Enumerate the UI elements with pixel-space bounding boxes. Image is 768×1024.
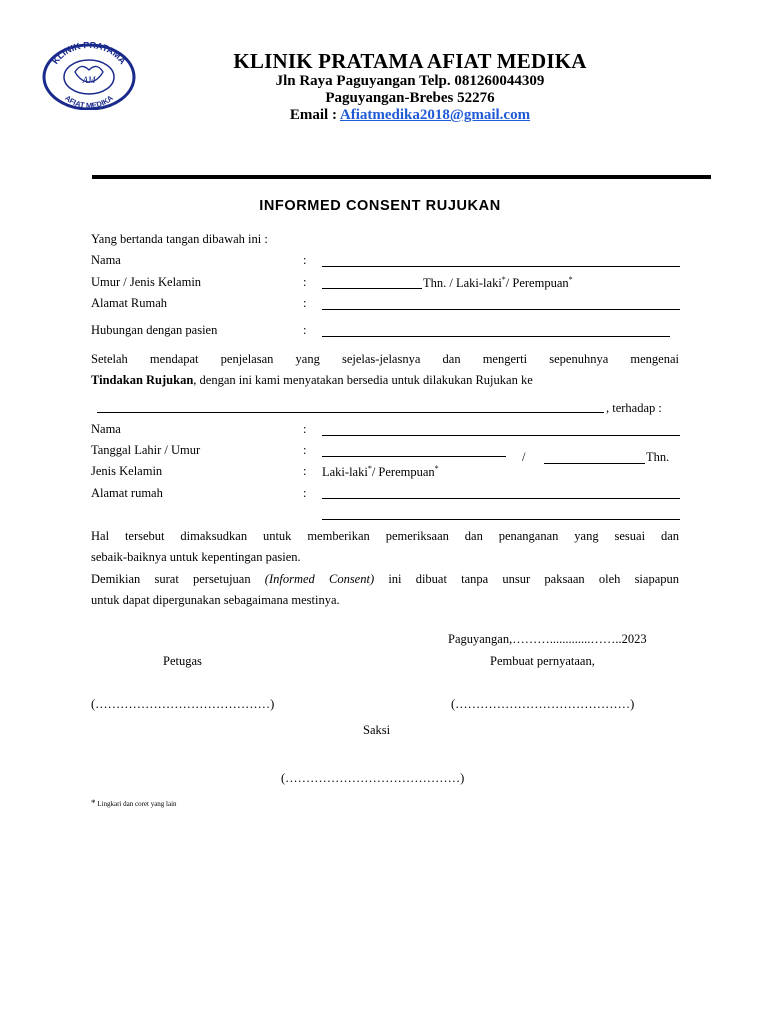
signature-petugas[interactable]: (……………………………………)	[91, 697, 275, 711]
email-link[interactable]: Afiatmedika2018@gmail.com	[339, 107, 531, 123]
closing-para2-line1: Demikian surat persetujuan (Informed Consent) ini dibuat tanpa unsur paksaan oleh siapapun	[91, 572, 679, 586]
statement-line-2: Tindakan Rujukan, dengan ini kami menyatakan bersedia untuk dilakukan Rujukan ke	[91, 373, 533, 387]
colon: :	[303, 486, 307, 500]
signature-pembuat[interactable]: (……………………………………)	[451, 697, 635, 711]
tanggal-lahir-field[interactable]	[322, 456, 506, 457]
signature-saksi[interactable]: (……………………………………)	[281, 771, 465, 785]
footnote	[91, 798, 177, 808]
label-alamat-pasien: Alamat rumah	[91, 486, 163, 500]
intro-text: Yang bertanda tangan dibawah ini :	[91, 232, 268, 246]
colon: :	[303, 253, 307, 267]
slash: /	[522, 450, 526, 464]
age-gender-options[interactable]: Thn. / Laki-laki*/ Perempuan*	[423, 275, 573, 291]
clinic-email-line	[160, 107, 660, 124]
footnote-text: Lingkari dan coret yang lain	[95, 800, 177, 808]
rujukan-destination-field[interactable]	[97, 412, 604, 413]
thn-label: Thn.	[646, 450, 670, 464]
email-label: Email :	[289, 107, 340, 123]
footnote-mark: *	[91, 798, 96, 808]
terhadap-text: , terhadap :	[606, 401, 662, 415]
label-tanggal-lahir: Tanggal Lahir / Umur	[91, 443, 201, 457]
nama-pasien-field[interactable]	[322, 435, 680, 436]
nama-field[interactable]	[322, 266, 680, 267]
logo-monogram: AM	[82, 75, 96, 85]
colon: :	[303, 422, 307, 436]
logo-text-bottom: AFIAT MEDIKA	[63, 93, 115, 110]
colon: :	[303, 323, 307, 337]
label-saksi: Saksi	[363, 723, 391, 737]
closing-para1-line2: sebaik-baiknya untuk kepentingan pasien.	[91, 550, 301, 564]
label-petugas: Petugas	[163, 654, 202, 668]
clinic-address: Jln Raya Paguyangan Telp. 081260044309	[275, 73, 545, 89]
logo-text-top: KLINIK PRATAMA	[50, 42, 128, 67]
clinic-name: KLINIK PRATAMA AFIAT MEDIKA	[233, 49, 587, 73]
label-nama-pasien: Nama	[91, 422, 121, 436]
letterhead-rule	[92, 175, 711, 179]
place-date[interactable]: Paguyangan,……….............……..2023	[448, 632, 647, 646]
gender-options[interactable]: Laki-laki*/ Perempuan*	[322, 464, 439, 480]
closing-para1-line1: Hal tersebut dimaksudkan untuk memberikan pemeriksaan dan penanganan yang sesuai dan	[91, 529, 679, 543]
colon: :	[303, 296, 307, 310]
colon: :	[303, 275, 307, 289]
clinic-city: Paguyangan-Brebes 52276	[325, 90, 495, 106]
label-hubungan: Hubungan dengan pasien	[91, 323, 218, 337]
label-pembuat-pernyataan: Pembuat pernyataan,	[490, 654, 595, 668]
label-jenis-kelamin: Jenis Kelamin	[91, 464, 163, 478]
document-title: INFORMED CONSENT RUJUKAN	[259, 198, 501, 214]
label-alamat-rumah: Alamat Rumah	[91, 296, 168, 310]
colon: :	[303, 464, 307, 478]
colon: :	[303, 443, 307, 457]
label-nama: Nama	[91, 253, 121, 267]
svg-text:KLINIK PRATAMA	[50, 42, 128, 66]
hubungan-field[interactable]	[322, 336, 670, 337]
alamat-pasien-field-1[interactable]	[322, 498, 680, 499]
umur-field[interactable]	[322, 288, 422, 289]
umur-pasien-field[interactable]	[544, 463, 645, 464]
alamat-field[interactable]	[322, 309, 680, 310]
alamat-pasien-field-2[interactable]	[322, 519, 680, 520]
statement-line-1: Setelah mendapat penjelasan yang sejelas-jelasnya dan mengerti sepenuhnya mengenai	[91, 352, 679, 366]
closing-para2-line2: untuk dapat dipergunakan sebagaimana mestinya.	[91, 593, 340, 607]
label-umur-jenis-kelamin: Umur / Jenis Kelamin	[91, 275, 202, 289]
clinic-logo	[41, 42, 137, 110]
